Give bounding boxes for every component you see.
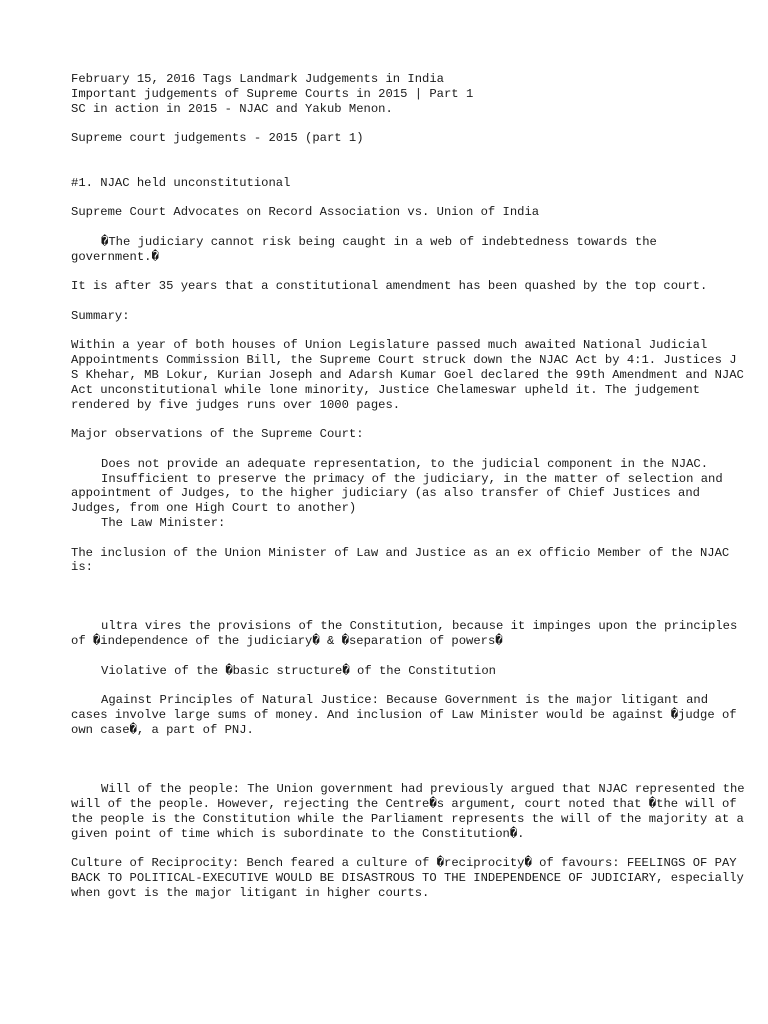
header-article-title: Important judgements of Supreme Courts in 2015 | Part 1 <box>71 86 474 101</box>
law-minister-paragraph: The inclusion of the Union Minister of Law and Justice as an ex officio Member of the NJAC is: <box>71 545 730 575</box>
case-name: Supreme Court Advocates on Record Association vs. Union of India <box>71 205 540 220</box>
document-title: Supreme court judgements - 2015 (part 1) <box>71 131 364 146</box>
header-article-subtitle: SC in action in 2015 - NJAC and Yakub Menon. <box>71 101 393 116</box>
summary-label: Summary: <box>71 308 130 323</box>
point-item: Violative of the �basic structure� of the Constitution <box>101 663 496 678</box>
document-page <box>71 72 751 901</box>
observation-item: Insufficient to preserve the primacy of the judiciary, in the matter of selection and appointment of Judges, to the higher judiciary (as also transfer of Chief Justices and Judges, from one High Court to another) <box>71 471 723 516</box>
header-date-tags: February 15, 2016 Tags Landmark Judgements in India <box>71 72 444 86</box>
observations-label: Major observations of the Supreme Court: <box>71 427 364 442</box>
observation-item: Does not provide an adequate representation, to the judicial component in the NJAC. <box>101 456 709 471</box>
summary-paragraph: Within a year of both houses of Union Legislature passed much awaited National Judicial Appointments Commission Bill, the Supreme Court struck down the NJAC Act by 4:1. Justices J S Khehar, MB Lokur, Kurian Joseph and Adarsh Kumar Goel declared the 99th Amendment and NJAC Act unconstitutional while lone minority, Justice Chelameswar upheld it. The judgement rendered by five judges runs over 1000 pages. <box>71 338 744 412</box>
point-item: Against Principles of Natural Justice: Because Government is the major litigant and cases involve large sums of money. And inclusion of Law Minister would be against �judge of own case�, a part of PNJ. <box>71 693 737 738</box>
section-heading: #1. NJAC held unconstitutional <box>71 175 291 190</box>
reciprocity-paragraph: Culture of Reciprocity: Bench feared a culture of �reciprocity� of favours: FEELINGS OF PAY BACK TO POLITICAL-EXECUTIVE WOULD BE DISASTROUS TO THE INDEPENDENCE OF JUDICIARY, especially when govt is the major litigant in higher courts. <box>71 856 744 900</box>
will-of-people-paragraph: Will of the people: The Union government had previously argued that NJAC represented the will of the people. However, rejecting the Centre�s argument, court noted that �the will of the people is the Constitution while the Parliament represents the will of the majority at a given point of time which is subordinate to the Constitution�. <box>71 782 745 841</box>
observation-item: The Law Minister: <box>101 515 226 530</box>
judiciary-quote: �The judiciary cannot risk being caught in a web of indebtedness towards the government.� <box>71 234 657 264</box>
intro-paragraph: It is after 35 years that a constitutional amendment has been quashed by the top court. <box>71 279 708 294</box>
point-item: ultra vires the provisions of the Constitution, because it impinges upon the principles of �independence of the judiciary� & �separation of powers� <box>71 619 738 649</box>
